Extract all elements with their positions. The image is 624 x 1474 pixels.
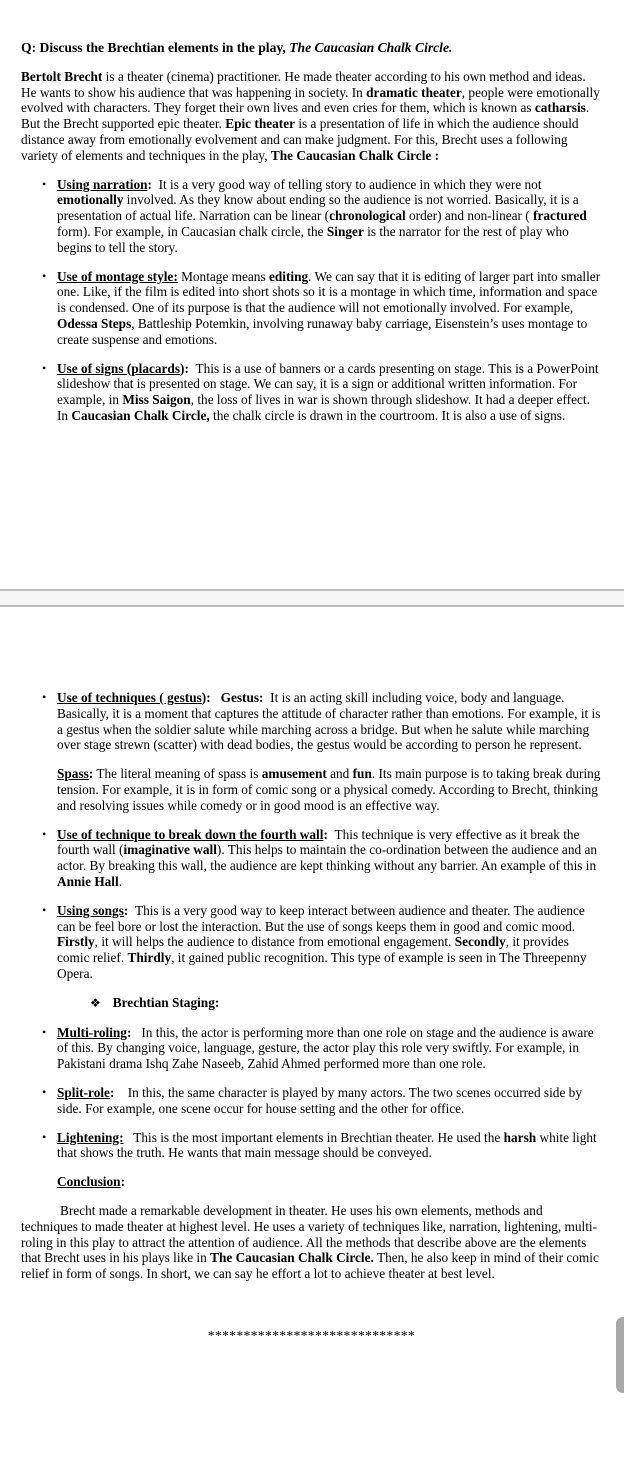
text-run: The Caucasian Chalk Circle :: [270, 147, 440, 163]
text-run: Epic theater: [225, 116, 295, 132]
text-run: Use of montage style:: [57, 268, 178, 284]
text-run: . Its main purpose is to taking break during tension. For example, it is in form of comic song or a physical comedy. According to Brecht, thinking and resolving issues while comedy or in good mood is an effective way.: [57, 766, 604, 813]
text-run: Lightening:: [57, 1129, 124, 1145]
page-break-band: [0, 589, 624, 607]
text-run: :: [123, 902, 135, 918]
bullet-break-fourth-wall: [21, 827, 602, 890]
text-run: Singer: [326, 223, 364, 239]
text-run: Firstly: [57, 934, 95, 950]
bullet-dot-icon: •: [42, 902, 47, 917]
diamond-bullet-icon: ❖: [90, 995, 101, 1010]
text-run: It is an acting skill including voice, body and language. Basically, it is a moment that captures the attitude of character rather than emotions. For example, it is a gestus when the soldier salute while marching across a bridge. But when he salute while marching over stage strewn (scatter) with dead bodies, the gestus would be according to person he represent.: [57, 690, 604, 753]
text-run: is the narrator for the rest of play who begins to tell the story.: [57, 223, 573, 255]
text-run: is a presentation of life in which the audience should distance away from emotionally evolvement and can make judgment. For this, Brecht uses a following variety of elements and techniques in the play,: [21, 116, 582, 163]
text-run: Bertolt Brecht: [21, 68, 103, 84]
text-run: and: [326, 766, 353, 782]
text-run: This is the most important elements in Brechtian theater. He used the: [123, 1129, 504, 1145]
text-run: Then, he also keep in mind of their comic relief in form of songs. In short, we can say he effort a lot to achieve theater at best level.: [21, 1250, 603, 1282]
text-run: Annie Hall: [57, 873, 119, 889]
bullet-dot-icon: •: [42, 1084, 47, 1099]
text-run: editing: [268, 268, 309, 284]
text-run: :: [109, 1084, 128, 1100]
text-run: :: [120, 1174, 125, 1190]
text-run: Montage means: [177, 268, 269, 284]
document-page-1: [0, 40, 624, 437]
text-run: :: [323, 826, 335, 842]
text-run: Thirdly: [127, 950, 172, 966]
text-run: fractured: [533, 208, 587, 224]
bullet-split-role: [21, 1085, 602, 1117]
text-run: It is a very good way of telling story to audience in which they were not: [158, 176, 545, 192]
text-run: :: [147, 176, 159, 192]
text-run: ):: [180, 360, 196, 376]
text-run: Multi-roling: [57, 1024, 127, 1040]
text-run: chronological: [329, 208, 406, 224]
text-run: :: [88, 766, 94, 782]
bullet-multi-roling: [21, 1025, 602, 1072]
text-run: Using narration: [57, 176, 148, 192]
text-run: the chalk circle is drawn in the courtroom. It is also a use of signs.: [209, 407, 566, 423]
text-run: In this, the actor is performing more than one role on stage and the audience is aware of this. By changing voice, language, gesture, the actor play this role very swiftly. For example, in Pakistani drama Ishq Zahe Naseeb, Zahid Ahmed performed more than one role.: [57, 1024, 597, 1072]
text-run: Miss Saigon: [122, 392, 191, 408]
question-title: [21, 40, 602, 56]
bullet-use-of-techniques-gestus: [21, 690, 602, 753]
text-run: Use of signs (placards: [57, 360, 181, 376]
text-run: harsh: [503, 1129, 537, 1145]
text-run: This is a use of banners or a cards presenting on stage. This is a PowerPoint slideshow that is presented on stage. We can say, it is a sign or additional written information. For example, in: [57, 360, 602, 408]
text-run: white light that shows the truth. He wants that main message should be conveyed.: [57, 1129, 601, 1161]
text-run: Brechtian Staging:: [112, 994, 220, 1010]
heading-conclusion: [57, 1174, 602, 1190]
text-run: Q: Discuss the Brechtian elements in the play,: [21, 40, 290, 55]
text-run: ):: [201, 690, 221, 705]
text-run: Conclusion: [57, 1174, 121, 1190]
text-run: This is a very good way to keep interact between audience and theater. The audience can be feel bore or lost the interaction. But the use of songs keeps them in good and comic mood.: [57, 902, 589, 934]
paragraph-spass: [57, 766, 602, 813]
conclusion-paragraph: [21, 1203, 602, 1282]
bullet-dot-icon: •: [42, 176, 47, 191]
text-run: . But the Brecht supported epic theater.: [21, 100, 593, 132]
text-run: catharsis: [534, 100, 586, 116]
bullet-use-of-montage-style: [21, 269, 602, 348]
text-run: *****************************: [207, 1327, 416, 1343]
text-run: .: [118, 873, 123, 889]
footer-asterisks: [21, 1328, 602, 1344]
bullet-dot-icon: •: [42, 1024, 47, 1039]
text-run: Spass: [57, 766, 89, 782]
text-run: amusement: [261, 766, 327, 782]
scrollbar-thumb[interactable]: [616, 1317, 624, 1393]
text-run: Use of techniques ( gestus: [57, 690, 202, 705]
text-run: emotionally: [57, 192, 124, 208]
text-run: Use of technique to break down the fourth wall: [57, 826, 324, 842]
text-run: imaginative wall: [123, 842, 217, 858]
intro-paragraph: [21, 69, 602, 164]
text-run: . We can say that it is editing of larger part into smaller one. Like, if the film is edited into short shots so it is a montage in which time, information and space is condensed. One of its purpose is that the audience will not emotionally involved. For example,: [57, 268, 604, 316]
bullet-using-narration: [21, 177, 602, 256]
bullet-dot-icon: •: [42, 360, 47, 375]
text-run: , the loss of lives in war is shown through slideshow. It had a deeper effect. In: [57, 392, 594, 423]
text-run: involved. As they know about ending so the audience is not worried. Basically, it is a presentation of actual life. Narration can be linear (: [57, 192, 583, 224]
text-run: Gestus:: [220, 690, 264, 705]
text-run: , it will helps the audience to distance from emotional engagement.: [94, 934, 455, 950]
bullet-using-songs: [21, 903, 602, 982]
text-run: Secondly: [454, 934, 506, 950]
bullet-dot-icon: •: [42, 1129, 47, 1144]
text-run: :: [126, 1024, 142, 1040]
bullet-dot-icon: •: [42, 826, 47, 841]
text-run: , people were emotionally evolved with characters. They forget their own lives and even cries for them, which is known as: [21, 84, 604, 116]
text-run: This technique is very effective as it break the fourth wall (: [57, 826, 583, 858]
text-run: dramatic theater: [366, 84, 462, 100]
text-run: The Caucasian Chalk Circle.: [289, 40, 453, 55]
document-page-2: [0, 690, 624, 1357]
text-run: ). This helps to maintain the co-ordination between the audience and an actor. By breaking this wall, the audience are kept thinking without any barrier. An example of this in: [57, 842, 601, 874]
text-run: The Caucasian Chalk Circle.: [210, 1250, 374, 1266]
bullet-dot-icon: •: [42, 268, 47, 283]
bullet-use-of-signs-placards: [21, 361, 602, 424]
text-run: Split-role: [57, 1084, 110, 1100]
text-run: The literal meaning of spass is: [93, 766, 262, 782]
text-run: order) and non-linear (: [405, 208, 534, 224]
text-run: is a theater (cinema) practitioner. He made theater according to his own method and ideas. He wants to show his audience that was happening in society. In: [21, 68, 589, 100]
bullet-lightening: [21, 1130, 602, 1162]
text-run: , Battleship Potemkin, involving runaway baby carriage, Eisenstein’s uses montage to create suspense and emotions.: [57, 315, 591, 347]
bullet-dot-icon: •: [42, 690, 47, 704]
heading-brechtian-staging: [90, 995, 602, 1012]
text-run: In this, the same character is played by many actors. The two scenes occurred side by side. For example, one scene occur for house setting and the other for office.: [57, 1084, 586, 1116]
text-run: fun: [352, 766, 372, 782]
text-run: Caucasian Chalk Circle,: [71, 407, 210, 423]
text-run: , it provides comic relief.: [57, 934, 573, 966]
text-run: , it gained public recognition. This type of example is seen in The Threepenny Opera.: [57, 950, 590, 981]
text-run: Brecht made a remarkable development in theater. He uses his own elements, methods and techniques to made theater at highest level. He uses a variety of techniques like, narration, lightening, multi-roling in this play to attract the attention of audience. All the methods that describe above are the elements that Brecht uses in his plays like in: [21, 1202, 598, 1266]
text-run: form). For example, in Caucasian chalk circle, the: [57, 208, 591, 239]
text-run: Using songs: [57, 902, 124, 918]
text-run: Odessa Steps: [57, 315, 132, 331]
